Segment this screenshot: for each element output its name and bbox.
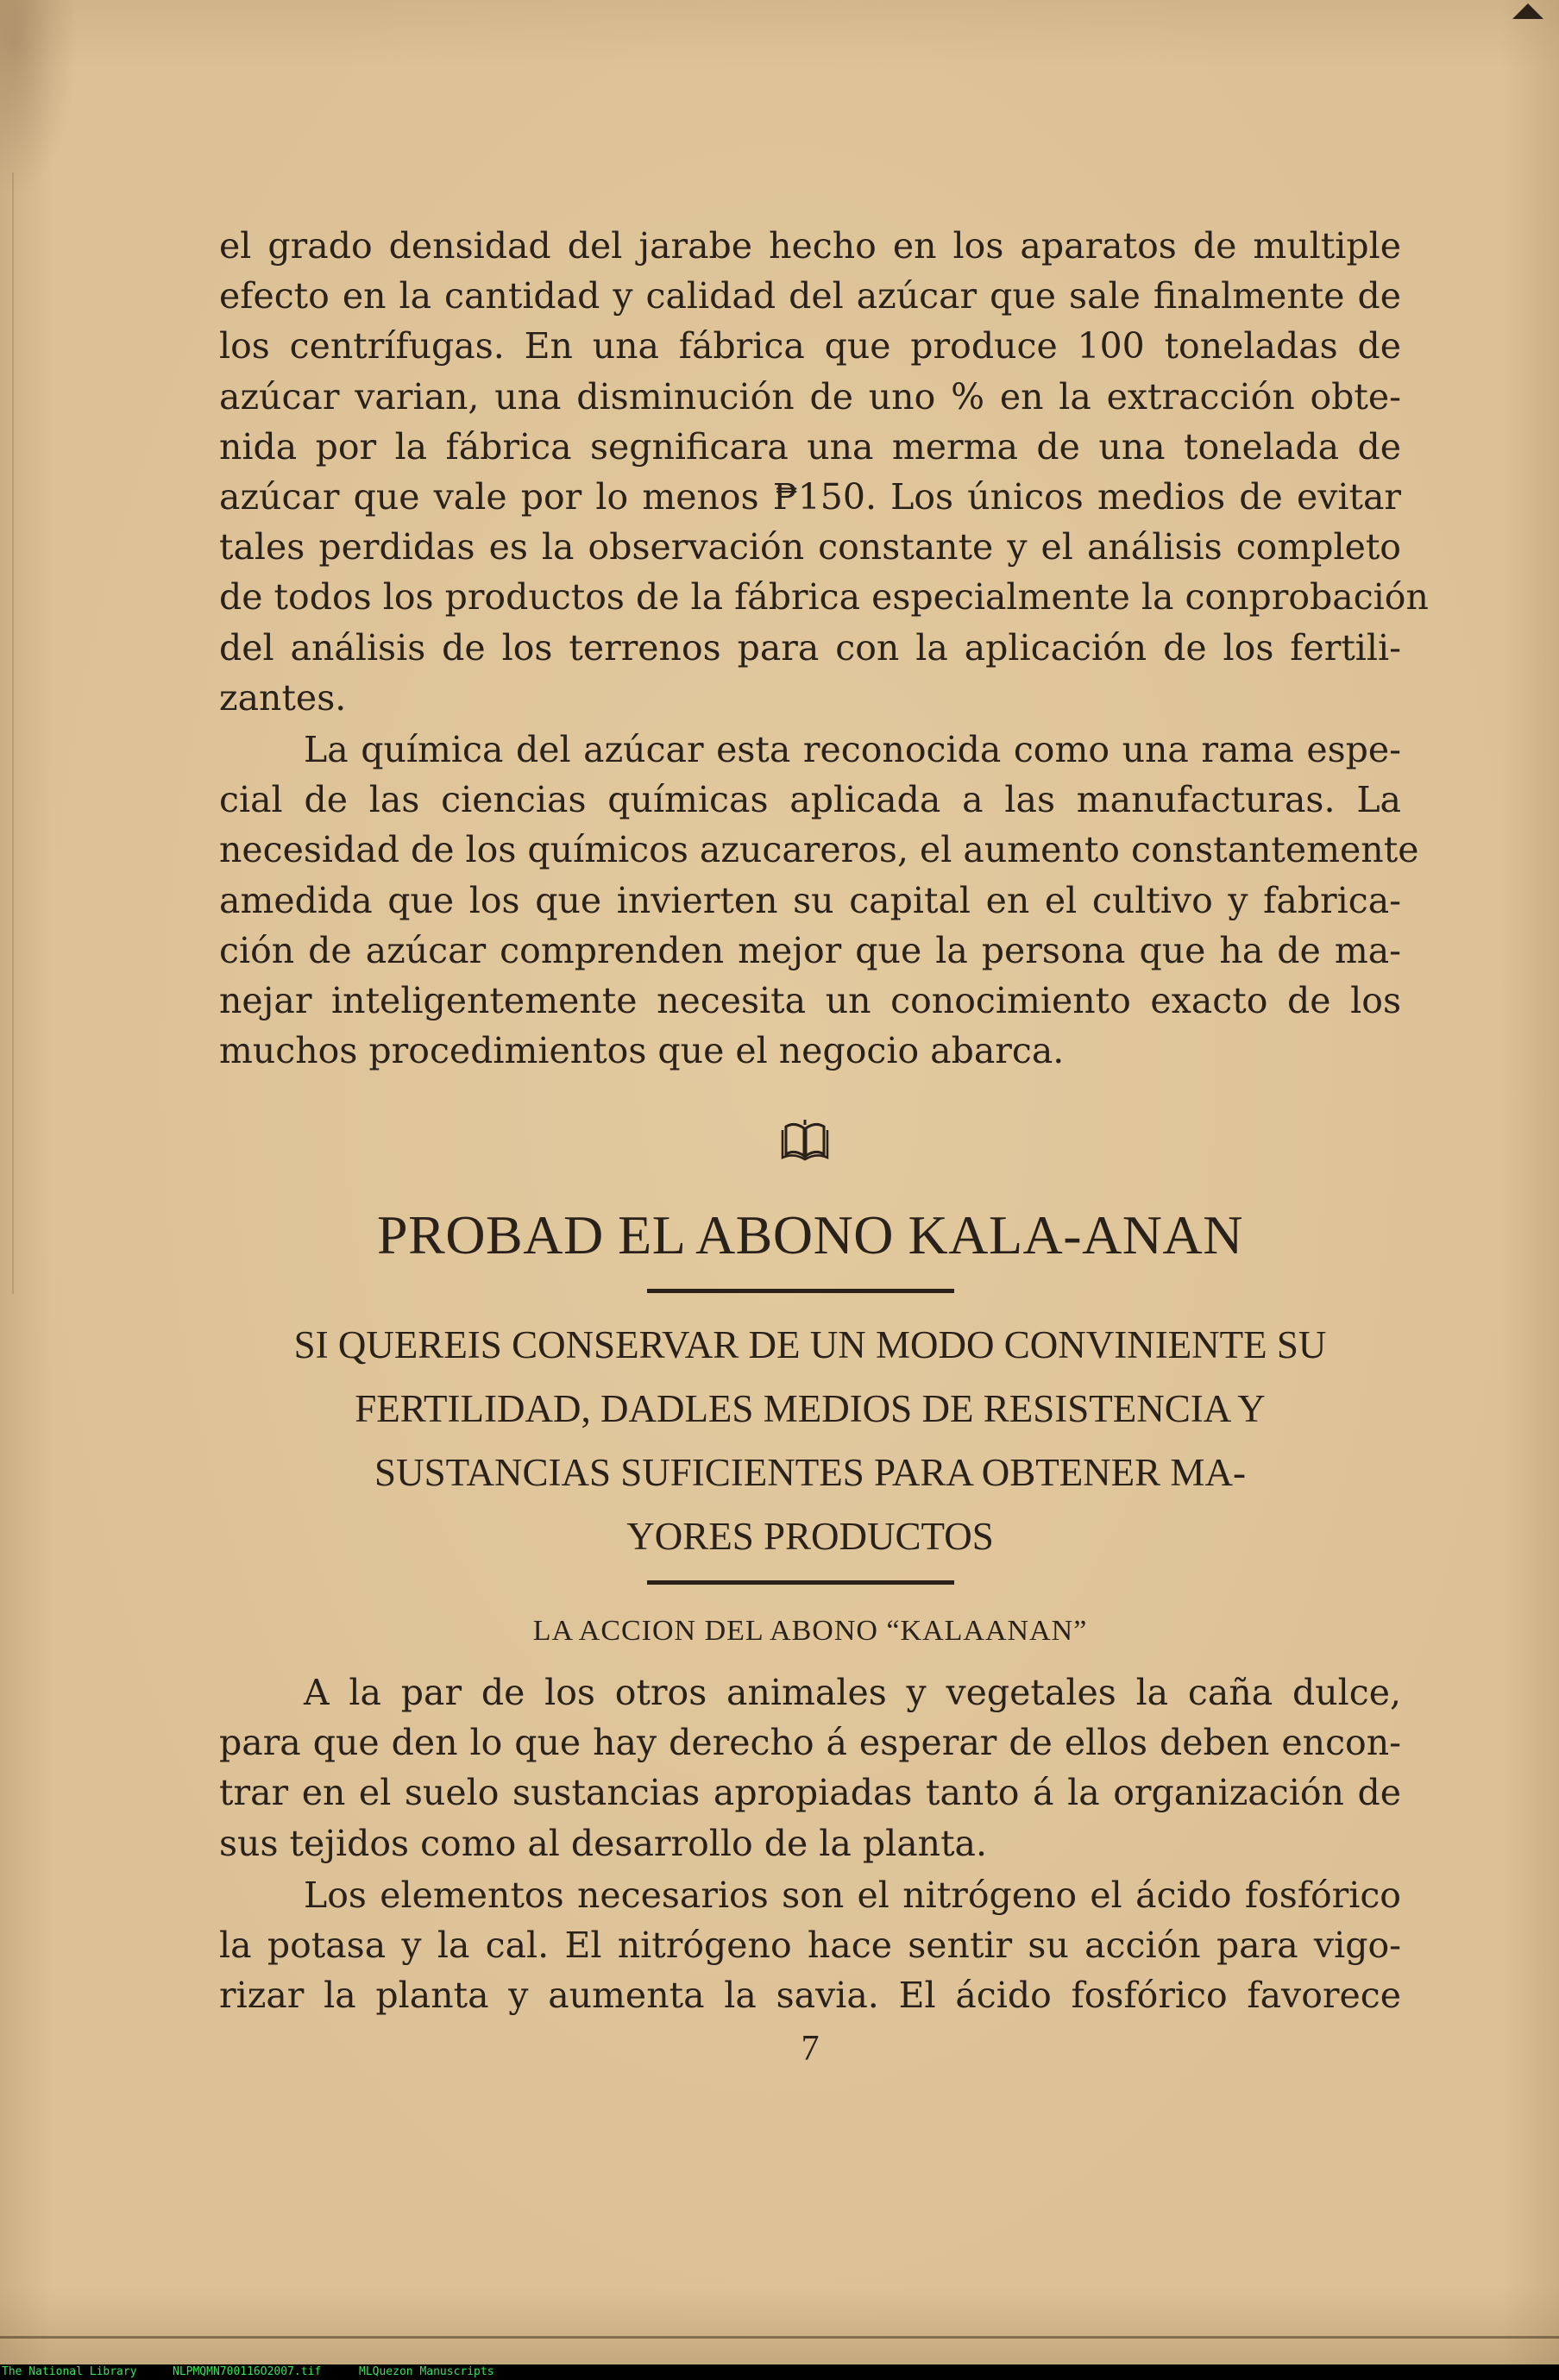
paragraph-4 [219,1870,1401,2021]
book-ornament-icon [779,1118,831,1163]
corner-mark [1512,3,1543,19]
subtitle [219,1313,1401,1568]
subtitle-line: SUSTANCIAS SUFICIENTES PARA OBTENER MA- [374,1451,1246,1494]
text-line: de todos los productos de la fábrica especialmente la conprobación [219,576,1429,619]
paragraph-3 [219,1667,1401,1868]
page-bottom-edge [0,2336,1559,2339]
divider-rule [647,1580,954,1585]
text-line: Los elementos necesarios son el nitrógeno el ácido fosfórico [304,1874,1401,1916]
text-line: nida por la fábrica segnificara una merma de una tonelada de [219,425,1401,468]
footer-library-label: The National Library [2,2365,137,2378]
footer-file-label: NLPMQMN700116O2007.tif [173,2365,322,2378]
paragraph-2 [219,725,1419,1076]
text-line: efecto en la cantidad y calidad del azúcar que sale finalmente de [219,275,1401,317]
text-line: azúcar varian, una disminución de uno % en la extracción obte- [219,375,1401,418]
paper-crease [12,173,14,1294]
footer-collection-label: MLQuezon Manuscripts [359,2365,494,2378]
text-line: tales perdidas es la observación constante y el análisis completo [219,526,1401,568]
text-line: del análisis de los terrenos para con la aplicación de los fertili- [219,626,1401,669]
text-line: rizar la planta y aumenta la savia. El ácido fosfórico favorece [219,1975,1401,2017]
main-title: PROBAD EL ABONO KALA-ANAN [377,1204,1243,1265]
text-line: ción de azúcar comprenden mejor que la persona que ha de ma- [219,929,1401,971]
text-line: azúcar que vale por lo menos ₱150. Los únicos medios de evitar [219,476,1401,518]
text-line: nejar inteligentemente necesita un conocimiento exacto de los [219,980,1401,1022]
subtitle-line: SI QUEREIS CONSERVAR DE UN MODO CONVINIENTE SU [293,1323,1327,1366]
text-line: cial de las ciencias químicas aplicada a las manufacturas. La [219,779,1401,821]
text-line: los centrífugas. En una fábrica que produce 100 toneladas de [219,325,1401,367]
text-line: sus tejidos como al desarrollo de la planta. [219,1822,988,1864]
scan-metadata-bar [0,2364,1559,2380]
text-line: A la par de los otros animales y vegetales la caña dulce, [304,1672,1401,1713]
text-line: amedida que los que invierten su capital en el cultivo y fabrica- [219,879,1401,921]
text-line: zantes. [219,676,347,719]
page-number: 7 [801,2029,820,2069]
text-line: necesidad de los químicos azucareros, el aumento constantemente [219,829,1419,871]
subtitle-line: FERTILIDAD, DADLES MEDIOS DE RESISTENCIA Y [355,1387,1266,1430]
paragraph-1 [219,221,1429,723]
section-heading: LA ACCION DEL ABONO “KALAANAN” [532,1615,1088,1647]
text-line: La química del azúcar esta reconocida como una rama espe- [304,729,1401,770]
paper-edge-wear [0,0,78,198]
text-line: para que den lo que hay derecho á esperar de ellos deben encon- [219,1722,1401,1764]
subtitle-line: YORES PRODUCTOS [626,1515,994,1558]
text-line: la potasa y la cal. El nitrógeno hace sentir su acción para vigo- [219,1925,1401,1967]
divider-rule [647,1289,954,1293]
text-line: trar en el suelo sustancias apropiadas tanto á la organización de [219,1772,1401,1814]
text-line: muchos procedimientos que el negocio abarca. [219,1030,1065,1072]
text-line: el grado densidad del jarabe hecho en los aparatos de multiple [219,225,1401,267]
